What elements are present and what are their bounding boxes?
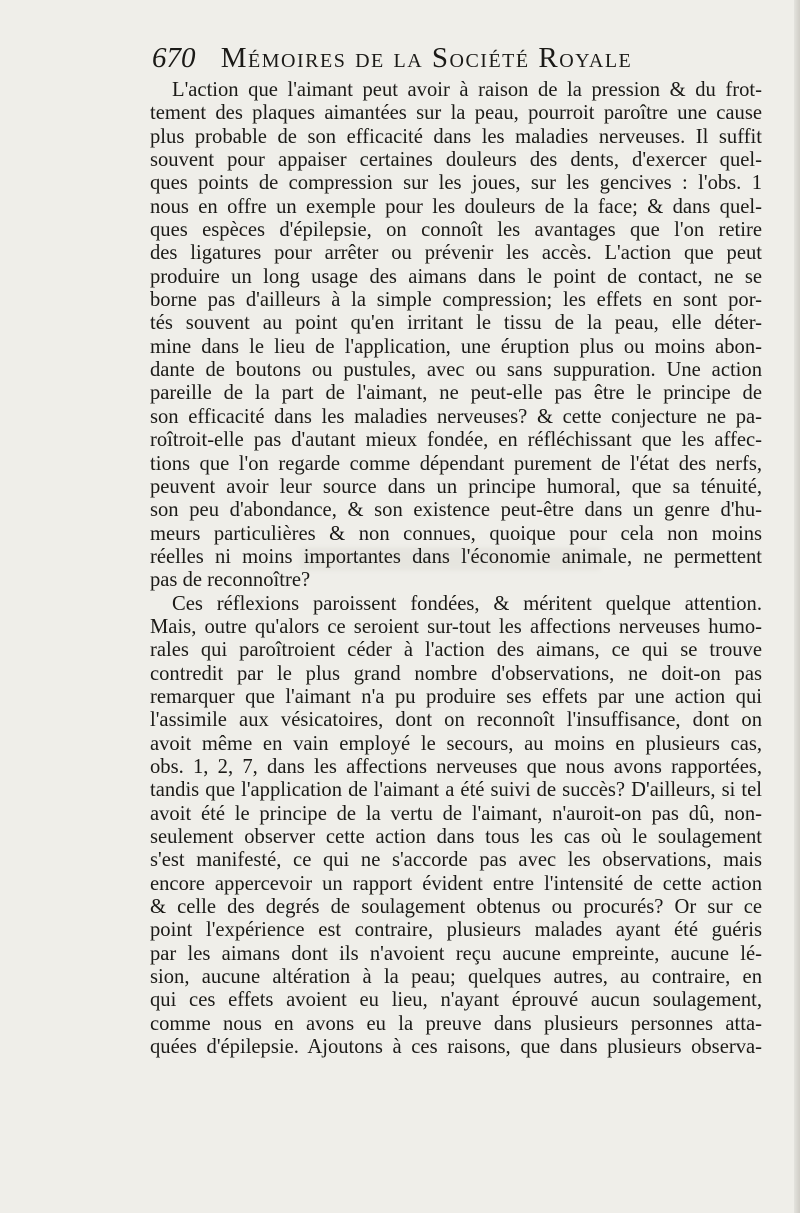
text-line: des ligatures pour arrêter ou prévenir les accès. L'action que peut [150, 242, 762, 265]
page-edge [794, 0, 800, 1213]
text-line: ques espèces d'épilepsie, on connoît les avantages que l'on retire [150, 219, 762, 242]
text-line: plus probable de son efficacité dans les maladies nerveuses. Il suffit [150, 125, 762, 148]
text-line: L'action que l'aimant peut avoir à raison de la pression & du frot- [172, 79, 762, 101]
text-line: tandis que l'application de l'aimant a été suivi de succès? D'ailleurs, si tel [150, 779, 762, 802]
text-line: Mais, outre qu'alors ce seroient sur-tout les affections nerveuses humo- [150, 615, 762, 638]
text-line: s'est manifesté, ce qui ne s'accorde pas avec les observations, mais [150, 849, 762, 872]
text-line: pareille de la part de l'aimant, ne peut-elle pas être le principe de [150, 382, 762, 405]
text-line: dante de boutons ou pustules, avec ou sans suppuration. Une action [150, 359, 762, 382]
text-line: tés souvent au point qu'en irritant le tissu de la peau, elle déter- [150, 312, 762, 335]
text-line: son efficacité dans les maladies nerveuses? & cette conjecture ne pa- [150, 405, 762, 428]
text-line: rales qui paroîtroient céder à l'action des aimans, ce qui se trouve [150, 639, 762, 662]
text-line: & celle des degrés de soulagement obtenus ou procurés? Or sur ce [150, 896, 762, 919]
text-line: pas de reconnoître? [150, 569, 311, 592]
text-line: avoit été le principe de la vertu de l'aimant, n'auroit-on pas dû, non- [150, 802, 762, 825]
text-line: peuvent avoir leur source dans un principe humoral, que sa ténuité, [150, 475, 762, 498]
text-line: ques points de compression sur les joues, sur les gencives : l'obs. 1 [150, 172, 762, 195]
text-line: produire un long usage des aimans dans le point de contact, ne se [150, 265, 762, 288]
text-line: par les aimans dont ils n'avoient reçu aucune empreinte, aucune lé- [150, 942, 762, 965]
text-line: comme nous en avons eu la preuve dans plusieurs personnes atta- [150, 1012, 762, 1035]
text-line: qui ces effets avoient eu lieu, n'ayant éprouvé aucun soulagement, [150, 989, 762, 1012]
text-line: sion, aucune altération à la peau; quelques autres, au contraire, en [150, 966, 762, 989]
paragraph-2 [150, 593, 762, 1060]
running-header [152, 36, 792, 80]
paragraph-1 [150, 79, 762, 593]
text-line: tement des plaques aimantées sur la peau, pourroit paroître une cause [150, 102, 762, 125]
text-line: seulement observer cette action dans tous les cas où le soulagement [150, 826, 762, 848]
text-line: remarquer que l'aimant n'a pu produire ses effets par une action qui [150, 685, 762, 708]
body-text [150, 79, 762, 1059]
text-line: meurs particulières & non connues, quoique pour cela non moins [150, 522, 762, 545]
text-line: avoit même en vain employé le secours, au moins en plusieurs cas, [150, 732, 762, 755]
text-line: point l'expérience est contraire, plusieurs malades ayant été guéris [150, 919, 762, 942]
text-line: contredit par le plus grand nombre d'observations, ne doit-on pas [150, 662, 762, 685]
page-number: 670 [152, 42, 196, 74]
text-line: roîtroit-elle pas d'autant mieux fondée, en réfléchissant que les affec- [150, 429, 762, 452]
text-line: l'assimile aux vésicatoires, dont on reconnoît l'insuffisance, dont on [150, 709, 762, 732]
text-line: mine dans le lieu de l'application, une éruption plus ou moins abon- [150, 335, 762, 358]
text-line: réelles ni moins importantes dans l'économie animale, ne permettent [150, 545, 762, 568]
text-line: quées d'épilepsie. Ajoutons à ces raisons, que dans plusieurs observa- [150, 1036, 762, 1059]
text-line: son peu d'abondance, & son existence peut-être dans un genre d'hu- [150, 499, 762, 522]
text-line: obs. 1, 2, 7, dans les affections nerveuses que nous avons rapportées, [150, 755, 762, 778]
text-line: borne pas d'ailleurs à la simple compression; les effets en sont por- [150, 289, 762, 312]
running-title: Mémoires de la Société Royale [220, 42, 633, 74]
text-line: Ces réflexions paroissent fondées, & méritent quelque attention. [172, 592, 762, 615]
text-line: souvent pour appaiser certaines douleurs des dents, d'exercer quel- [150, 149, 762, 172]
text-line: encore appercevoir un rapport évident entre l'intensité de cette action [150, 872, 762, 895]
text-line: tions que l'on regarde comme dépendant purement de l'état des nerfs, [150, 452, 762, 475]
text-line: nous en offre un exemple pour les douleurs de la face; & dans quel- [150, 195, 762, 218]
